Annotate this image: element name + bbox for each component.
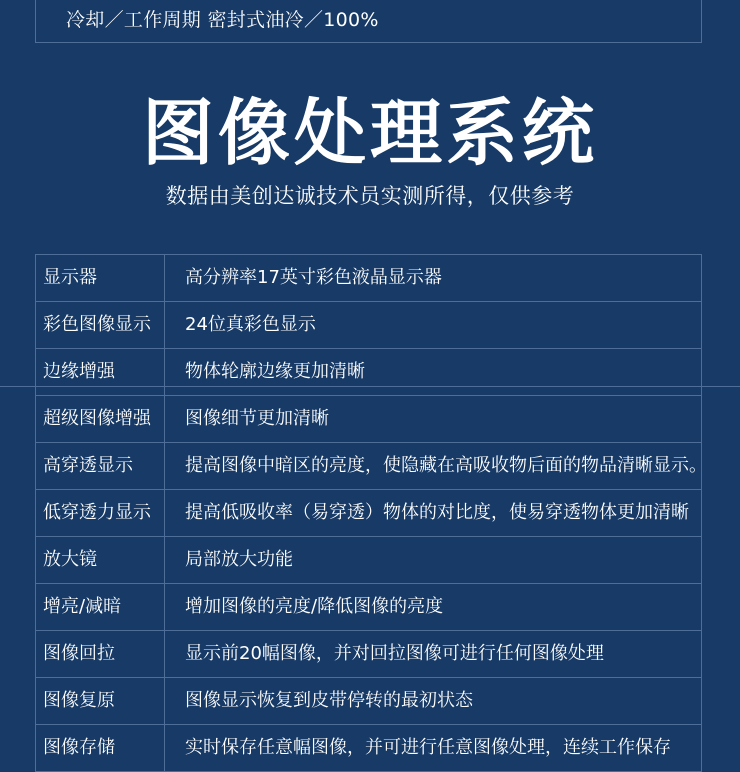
table-row: [36, 255, 702, 302]
spec-name: 增亮/减暗: [36, 584, 165, 631]
table-row: [36, 537, 702, 584]
spec-value: 增加图像的亮度/降低图像的亮度: [165, 584, 702, 631]
spec-value: 24位真彩色显示: [165, 302, 702, 349]
spec-name: 低穿透力显示: [36, 490, 165, 537]
previous-spec-row: [35, 0, 702, 43]
section-subtitle: 数据由美创达诚技术员实测所得，仅供参考: [165, 184, 575, 208]
spec-value: 提高低吸收率（易穿透）物体的对比度，使易穿透物体更加清晰: [165, 490, 702, 537]
spec-name: 图像存储: [36, 725, 165, 772]
spec-value: 实时保存任意幅图像，并可进行任意图像处理，连续工作保存: [165, 725, 702, 772]
table-row: [36, 725, 702, 772]
table-row: [36, 584, 702, 631]
table-row: [36, 678, 702, 725]
spec-name: 边缘增强: [36, 349, 165, 396]
spec-value: 显示前20幅图像，并对回拉图像可进行任何图像处理: [165, 631, 702, 678]
table-row: [36, 443, 702, 490]
spec-value: 局部放大功能: [165, 537, 702, 584]
spec-value: 高分辨率17英寸彩色液晶显示器: [165, 255, 702, 302]
table-row: [36, 396, 702, 443]
cooling-duty-cycle-text: 冷却／工作周期 密封式油冷／100%: [66, 9, 379, 31]
table-row: [36, 349, 702, 396]
spec-name: 显示器: [36, 255, 165, 302]
spec-name: 图像回拉: [36, 631, 165, 678]
table-row: [36, 490, 702, 537]
spec-name: 图像复原: [36, 678, 165, 725]
spec-value: 提高图像中暗区的亮度，使隐藏在高吸收物后面的物品清晰显示。: [165, 443, 702, 490]
spec-value: 物体轮廓边缘更加清晰: [165, 349, 702, 396]
section-title: 图像处理系统: [141, 91, 598, 175]
table-row: [36, 302, 702, 349]
spec-value: 图像显示恢复到皮带停转的最初状态: [165, 678, 702, 725]
image-processing-spec-table: [35, 254, 707, 772]
spec-value: 图像细节更加清晰: [165, 396, 702, 443]
spec-name: 超级图像增强: [36, 396, 165, 443]
spec-name: 放大镜: [36, 537, 165, 584]
spec-name: 高穿透显示: [36, 443, 165, 490]
spec-name: 彩色图像显示: [36, 302, 165, 349]
table-row: [36, 631, 702, 678]
